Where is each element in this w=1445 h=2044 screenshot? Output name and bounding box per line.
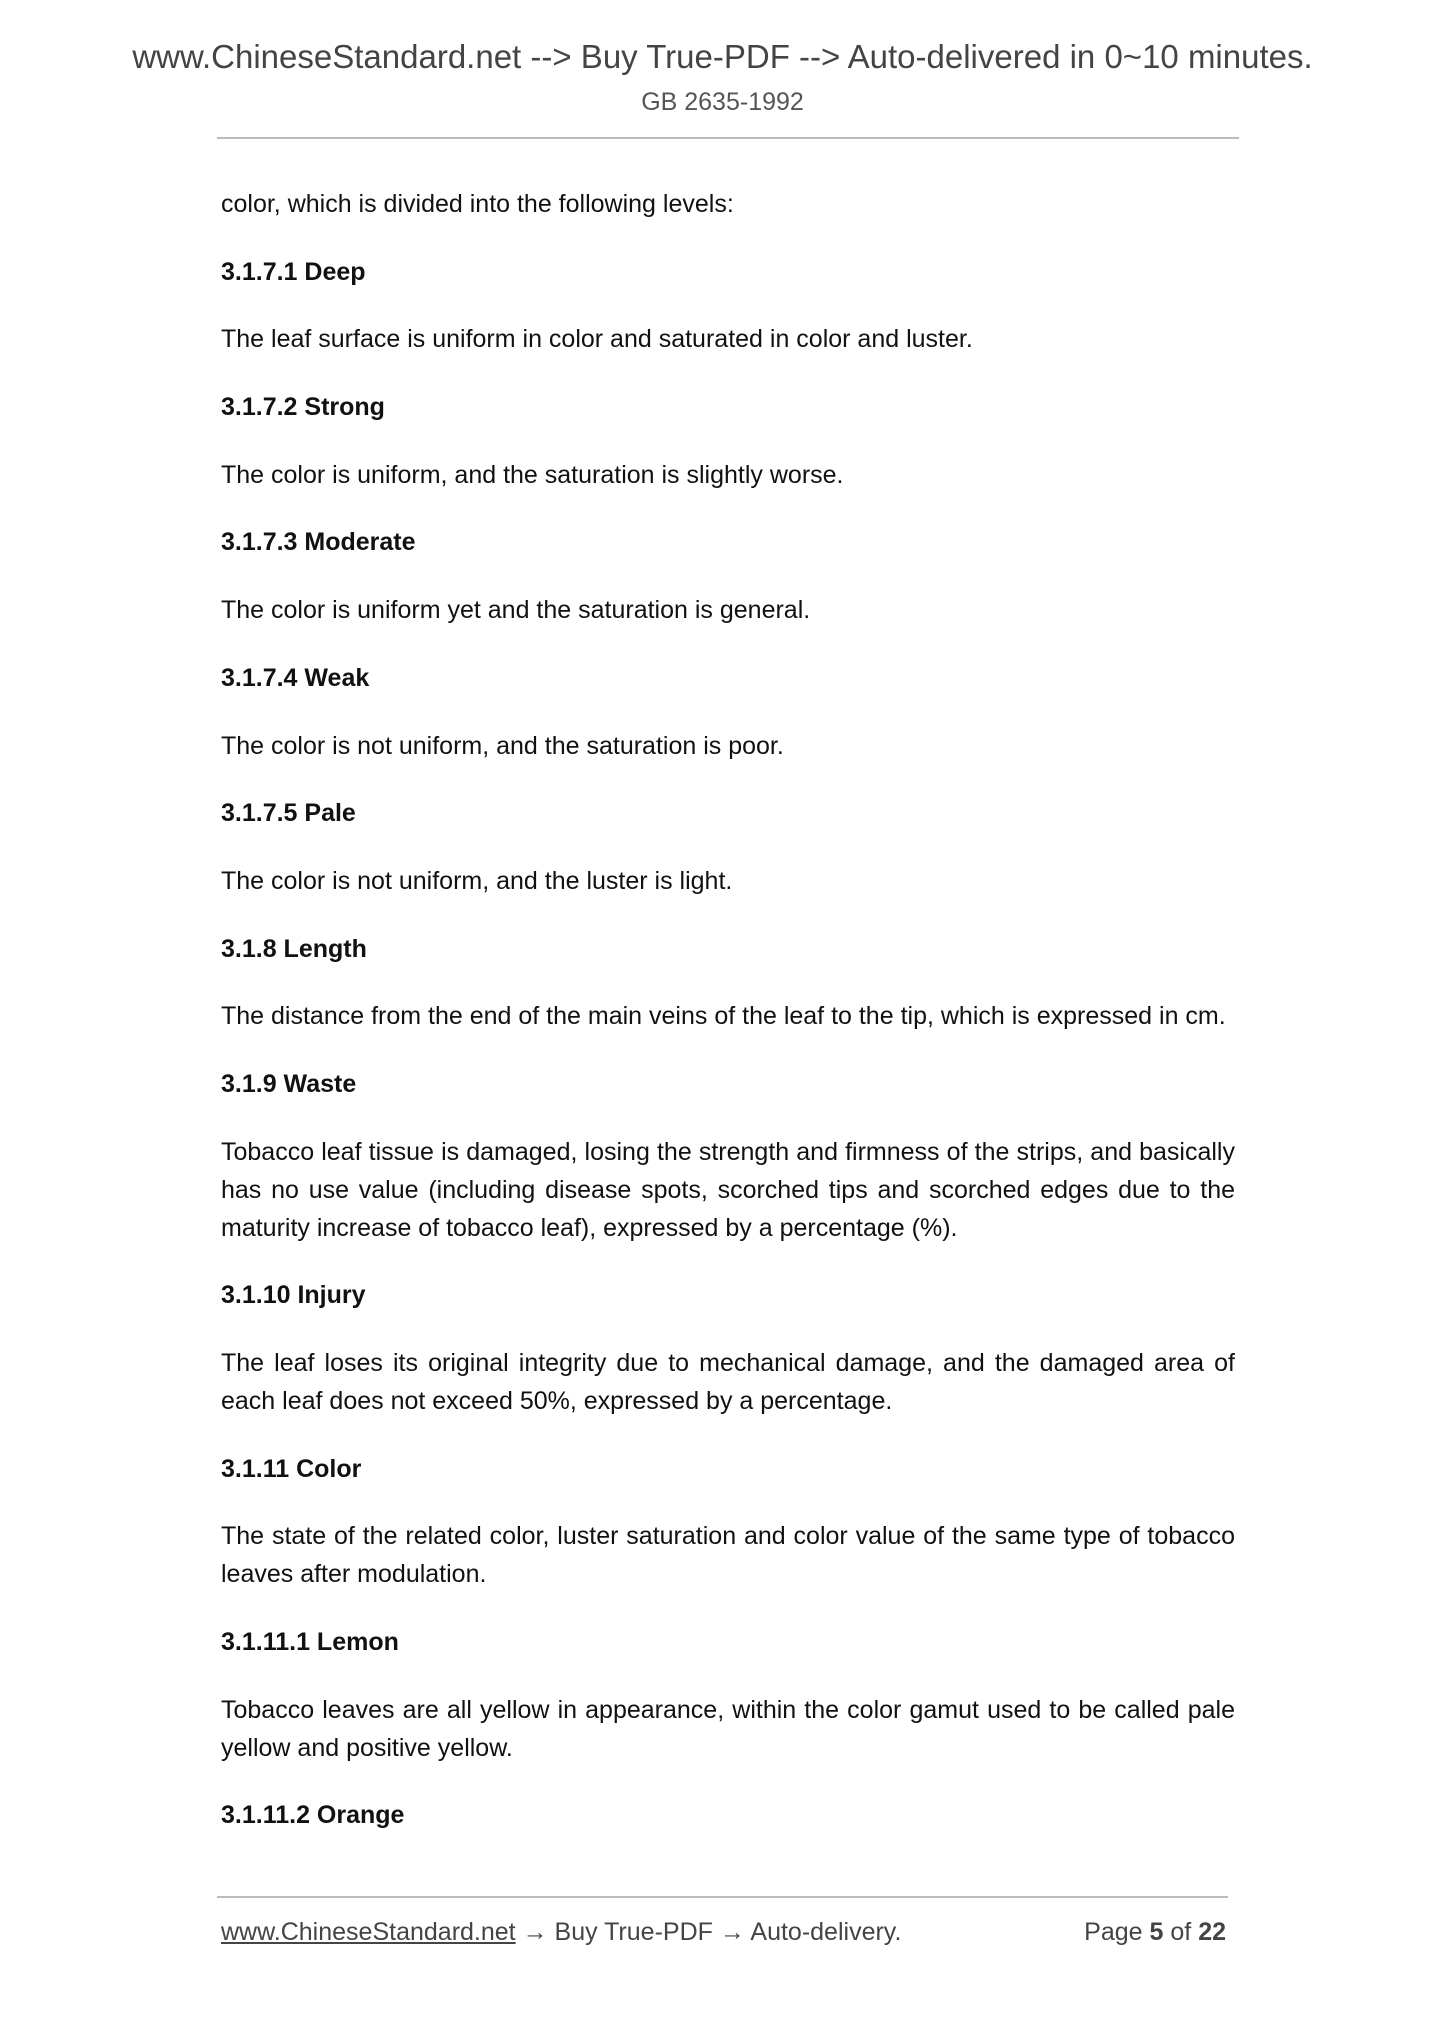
footer-tagline: → Buy True-PDF → Auto-delivery.	[515, 1918, 902, 1946]
footer-divider	[217, 1896, 1228, 1898]
paragraph: The color is not uniform, and the luster is light.	[221, 866, 733, 895]
paragraph: The color is not uniform, and the saturation is poor.	[221, 731, 784, 760]
paragraph: color, which is divided into the following levels:	[221, 190, 734, 218]
footer-left	[221, 1918, 901, 1947]
header-divider	[217, 137, 1239, 139]
section-heading: 3.1.11 Color	[221, 1454, 362, 1483]
of-label: of	[1170, 1918, 1192, 1946]
page-label: Page	[1084, 1918, 1143, 1946]
section-heading: 3.1.7.5 Pale	[221, 799, 356, 828]
paragraph: The leaf loses its original integrity due to mechanical damage, and the damaged area of each leaf does not exceed 50%, expressed by a percentage.	[221, 1349, 1235, 1415]
section-heading: 3.1.7.2 Strong	[221, 393, 385, 422]
section-heading: 3.1.11.1 Lemon	[221, 1628, 399, 1657]
paragraph: The color is uniform, and the saturation is slightly worse.	[221, 460, 844, 489]
paragraph: Tobacco leaf tissue is damaged, losing the strength and firmness of the strips, and basically has no use value (including disease spots, scorched tips and scorched edges due to the maturity increase of tobacco leaf), expressed by a percentage (%).	[221, 1137, 1235, 1242]
paragraph: The state of the related color, luster saturation and color value of the same type of tobacco leaves after modulation.	[221, 1522, 1235, 1589]
page-number: 5	[1149, 1918, 1164, 1946]
paragraph: The color is uniform yet and the saturation is general.	[221, 596, 811, 625]
section-heading: 3.1.9 Waste	[221, 1069, 357, 1098]
paragraph: Tobacco leaves are all yellow in appearance, within the color gamut used to be called pale yellow and positive yellow.	[221, 1695, 1235, 1762]
paragraph: The distance from the end of the main veins of the leaf to the tip, which is expressed in cm.	[221, 1002, 1226, 1031]
footer	[221, 1918, 1226, 1947]
section-heading: 3.1.11.2 Orange	[221, 1801, 405, 1830]
section-heading: 3.1.7.1 Deep	[221, 257, 366, 286]
page-indicator	[1084, 1918, 1226, 1947]
page-total: 22	[1198, 1918, 1226, 1946]
document-body	[221, 185, 1235, 1864]
section-heading: 3.1.8 Length	[221, 934, 367, 963]
section-heading: 3.1.7.4 Weak	[221, 663, 370, 692]
standard-id: GB 2635-1992	[641, 88, 804, 116]
paragraph: The leaf surface is uniform in color and saturated in color and luster.	[221, 325, 973, 354]
section-heading: 3.1.7.3 Moderate	[221, 528, 416, 557]
section-heading: 3.1.10 Injury	[221, 1281, 366, 1310]
footer-link[interactable]: www.ChineseStandard.net	[221, 1918, 516, 1946]
header-banner: www.ChineseStandard.net --> Buy True-PDF --> Auto-delivered in 0~10 minutes.	[132, 38, 1313, 75]
